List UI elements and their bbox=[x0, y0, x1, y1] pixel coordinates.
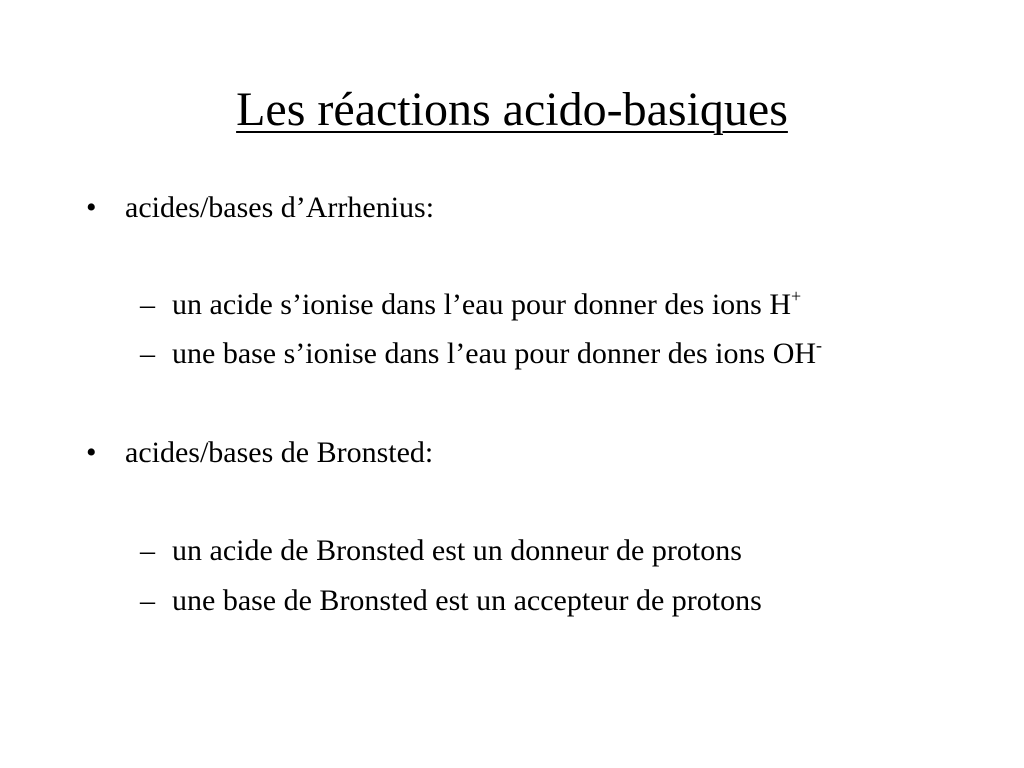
sub-item-acid-arrhenius bbox=[172, 287, 801, 323]
bullet-marker: • bbox=[86, 191, 97, 224]
sub-item-base-arrhenius bbox=[172, 336, 822, 372]
sub-item-text: une base s’ionise dans l’eau pour donner des ions OH bbox=[172, 337, 817, 370]
bullet-marker: • bbox=[86, 436, 97, 469]
bullet-arrhenius: acides/bases d’Arrhenius: bbox=[125, 191, 435, 224]
dash-marker: – bbox=[140, 534, 155, 567]
sub-item-acid-bronsted: un acide de Bronsted est un donneur de protons bbox=[172, 534, 742, 567]
bullet-bronsted: acides/bases de Bronsted: bbox=[125, 436, 434, 469]
dash-marker: – bbox=[140, 584, 155, 617]
sub-item-base-bronsted: une base de Bronsted est un accepteur de protons bbox=[172, 584, 762, 617]
superscript-minus: - bbox=[816, 335, 823, 355]
sub-item-text: un acide s’ionise dans l’eau pour donner des ions H bbox=[172, 288, 792, 321]
slide-title: Les réactions acido-basiques bbox=[236, 83, 788, 136]
dash-marker: – bbox=[140, 337, 155, 370]
superscript-plus: + bbox=[791, 286, 802, 306]
dash-marker: – bbox=[140, 288, 155, 321]
